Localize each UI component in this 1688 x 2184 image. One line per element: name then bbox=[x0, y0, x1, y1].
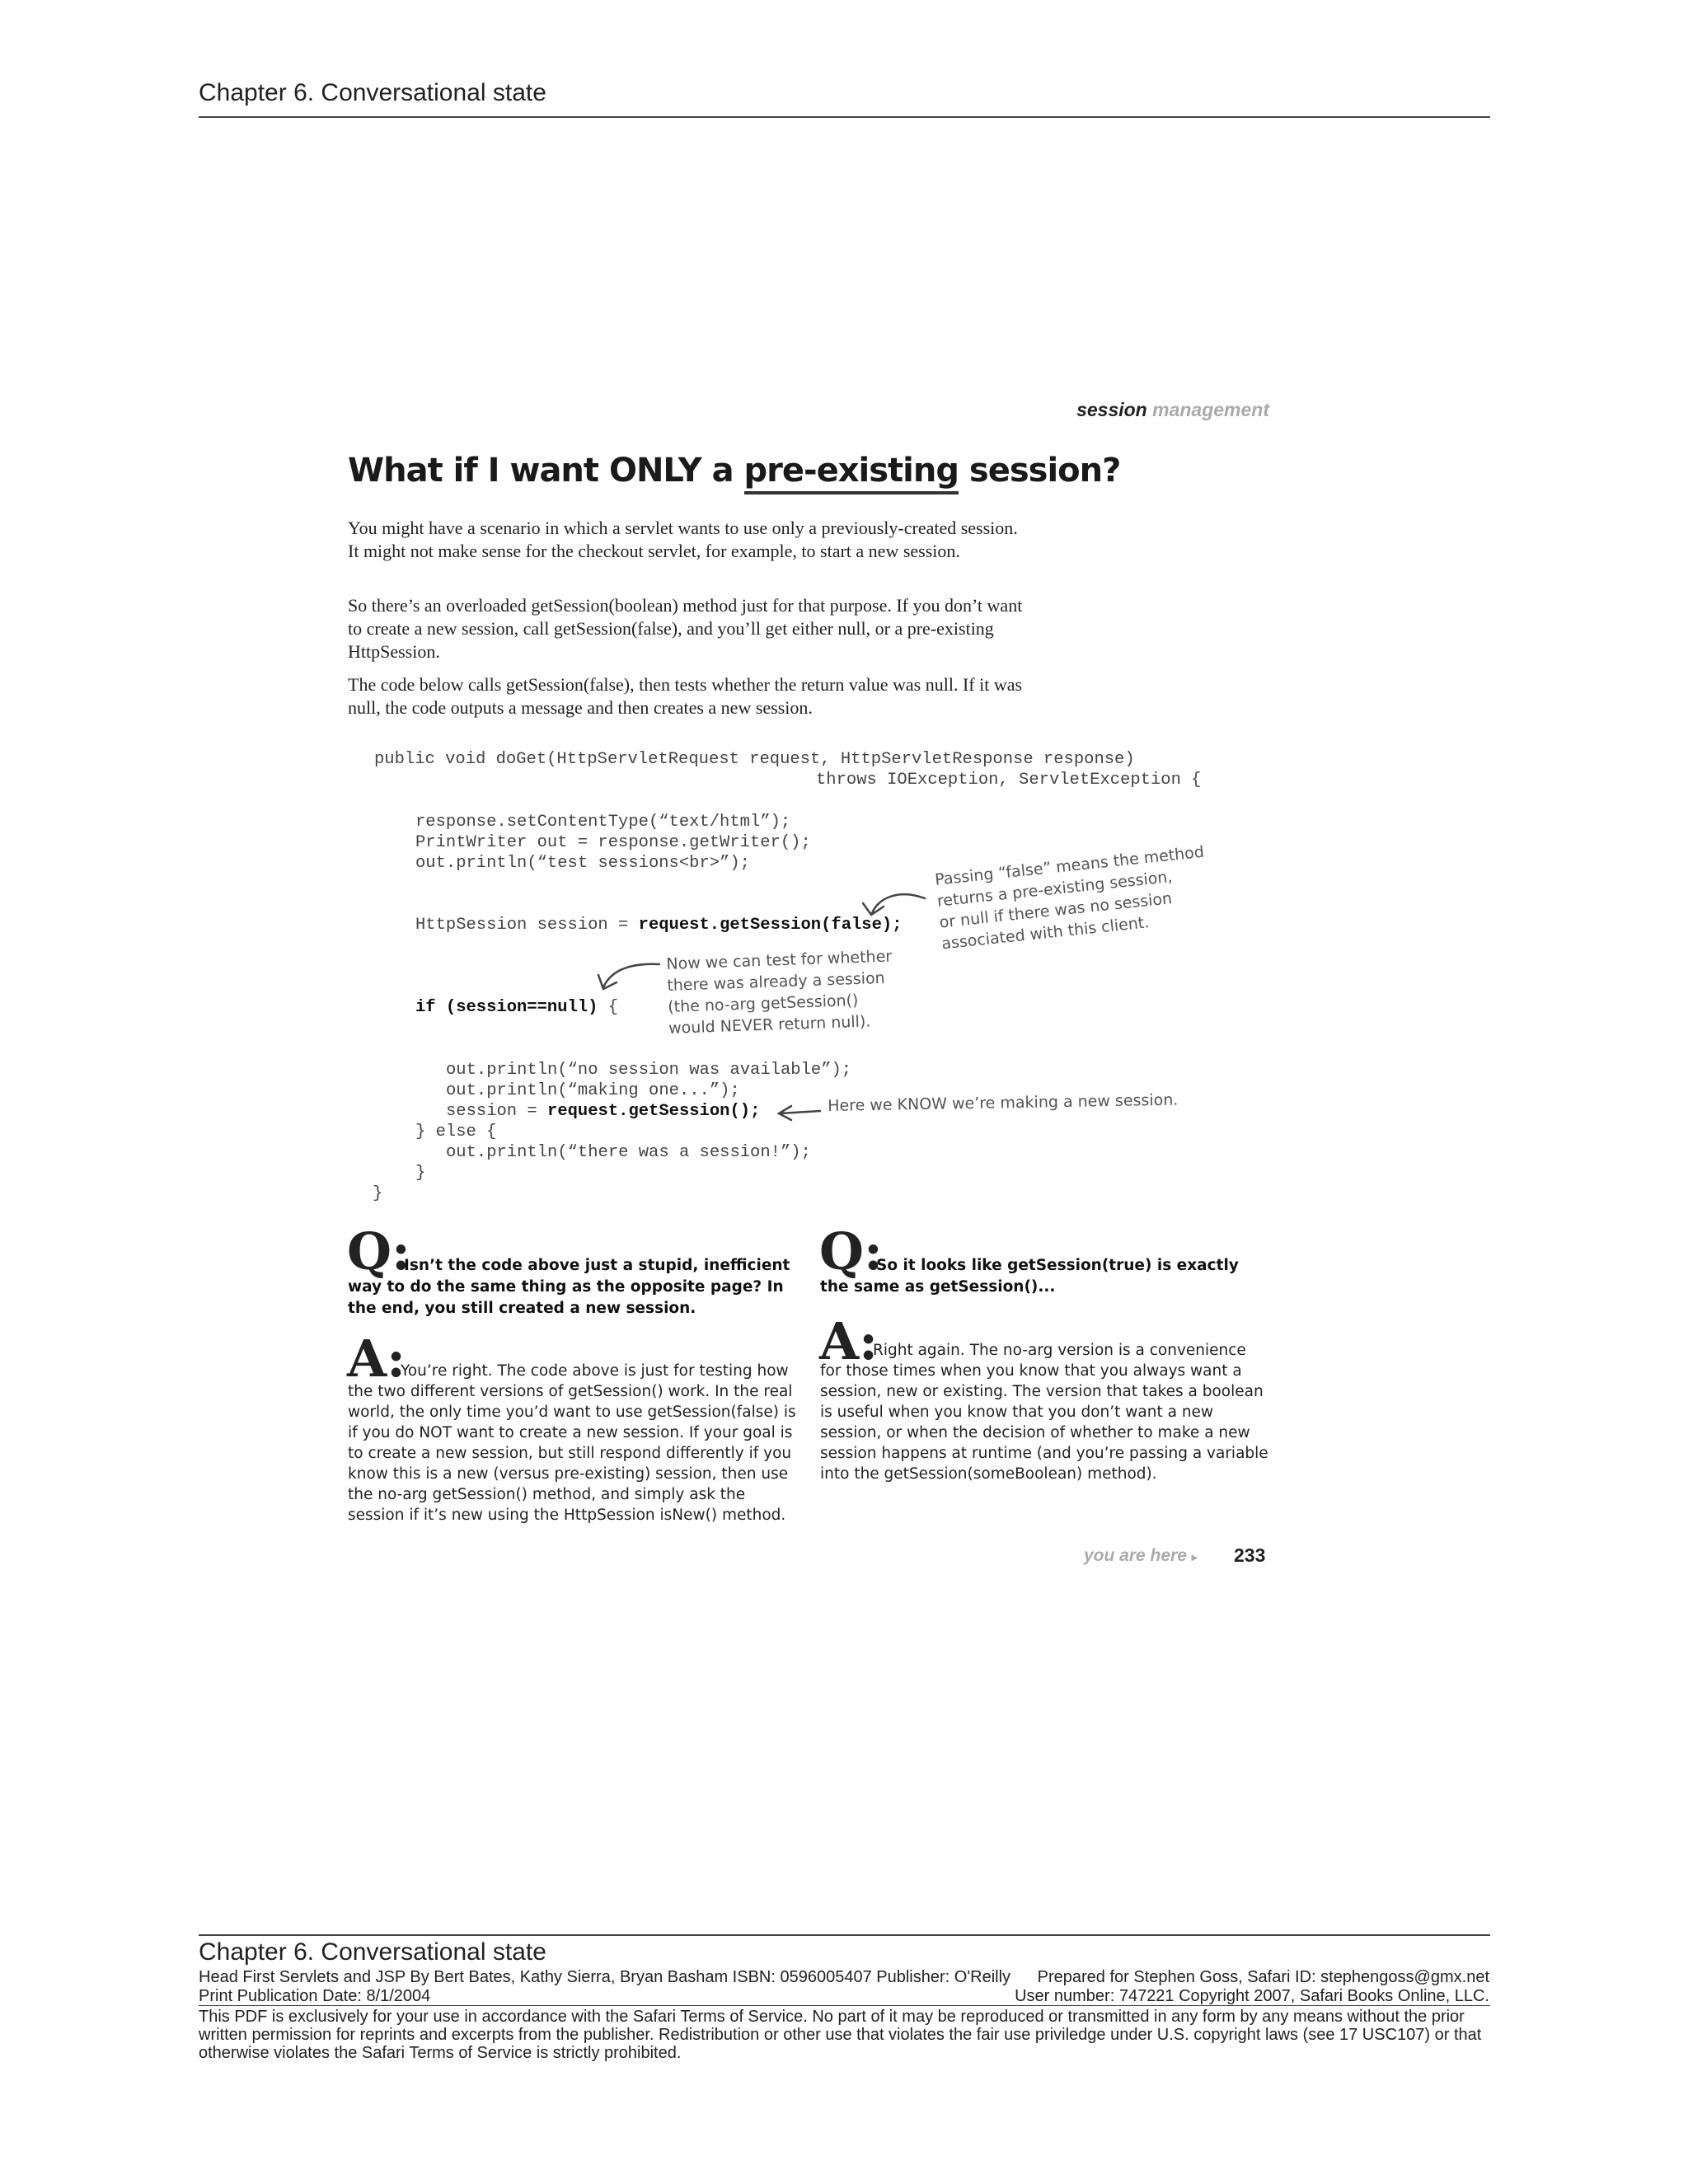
chapter-header: Chapter 6. Conversational state bbox=[199, 79, 546, 106]
page-number: 233 bbox=[1234, 1544, 1266, 1566]
code-line: } bbox=[415, 1164, 426, 1183]
code-line: out.println(“test sessions<br>”); bbox=[415, 854, 750, 873]
footer-subrule bbox=[199, 2005, 1490, 2006]
annotation-null-note: Now we can test for whether there was already a session (the no-arg getSession() would NEVER return null). bbox=[666, 947, 893, 1038]
title-prefix: What if I want ONLY a bbox=[348, 452, 744, 490]
a-mark: A: bbox=[819, 1311, 878, 1371]
code-line: public void doGet(HttpServletRequest request, HttpServletResponse response) bbox=[374, 750, 1135, 769]
question-2: So it looks like getSession(true) is exactly the same as getSession()... bbox=[820, 1257, 1239, 1296]
you-are-here-label: you are here bbox=[1084, 1546, 1187, 1565]
q-mark: Q: bbox=[819, 1221, 883, 1282]
title-underlined: pre-existing bbox=[744, 452, 959, 494]
code-line: PrintWriter out = response.getWriter(); bbox=[415, 833, 811, 852]
running-head-light: management bbox=[1152, 399, 1269, 420]
title-suffix: session? bbox=[958, 452, 1121, 490]
code-line: response.setContentType(“text/html”); bbox=[415, 813, 791, 832]
code-line: out.println(“no session was available”); bbox=[446, 1061, 852, 1080]
arrow-to-getsession bbox=[780, 1111, 820, 1113]
footer-user-number: User number: 747221 Copyright 2007, Safari Books Online, LLC. bbox=[1015, 1987, 1489, 2005]
paragraph-2: So there’s an overloaded getSession(boolean) method just for that purpose. If you don’t want to create a new session, call getSession(false), and you’ll get either null, or a pre-existing HttpSession. bbox=[348, 595, 1023, 662]
you-are-here bbox=[1084, 1546, 1198, 1566]
q-mark: Q: bbox=[347, 1221, 410, 1282]
footer-legal: This PDF is exclusively for your use in accordance with the Safari Terms of Service. No part of it may be reproduced or transmitted in any form by any means without the prior written permission for reprints and excerpts from the publisher. Redistribution or other use that violates the fair use priviledge under U.S. copyright laws (see 17 USC107) or that otherwise violates the Safari Terms of Service is strictly prohibited. bbox=[199, 2008, 1482, 2062]
code-line: throws IOException, ServletException { bbox=[816, 771, 1202, 790]
footer-book-info: Head First Servlets and JSP By Bert Bates, Kathy Sierra, Bryan Basham ISBN: 0596005407 Publisher: O'Reilly bbox=[199, 1968, 1011, 1986]
code-text: { bbox=[598, 998, 619, 1017]
triangle-right-icon: ▸ bbox=[1191, 1550, 1198, 1563]
code-bold: request.getSession(false); bbox=[638, 916, 903, 935]
code-line: } bbox=[373, 1184, 383, 1203]
a-mark: A: bbox=[347, 1329, 406, 1389]
code-text: session = bbox=[446, 1102, 548, 1121]
code-bold: if (session==null) bbox=[415, 998, 598, 1017]
answer-1: You’re right. The code above is just for testing how the two different versions of getSession() work. In the real world, the only time you’d want to use getSession(false) is if you do NOT want to create a new session. If your goal is to create a new session, but still respond differently if you know this is a new (versus pre-existing) session, then use the no-arg getSession() method, and simply ask the session if it’s new using the HttpSession isNew() method. bbox=[348, 1362, 796, 1524]
paragraph-3: The code below calls getSession(false), then tests whether the return value was null. If it was null, the code outputs a message and then creates a new session. bbox=[348, 674, 1023, 718]
answer-2: Right again. The no-arg version is a convenience for those times when you know that you always want a session, new or existing. The version that takes a boolean is useful when you know that you don’t want a new session, or when the decision of whether to make a new session happens at runtime (and you’re passing a variable into the getSession(someBoolean) method). bbox=[820, 1342, 1268, 1483]
code-line: } else { bbox=[415, 1122, 497, 1141]
code-text: HttpSession session = bbox=[415, 916, 639, 935]
code-line: out.println(“there was a session!”); bbox=[446, 1143, 811, 1162]
footer-chapter: Chapter 6. Conversational state bbox=[199, 1938, 546, 1966]
footer-pub-date: Print Publication Date: 8/1/2004 bbox=[199, 1987, 431, 2005]
code-bold: request.getSession(); bbox=[547, 1102, 761, 1121]
running-head-bold: session bbox=[1076, 399, 1147, 420]
code-line: out.println(“making one...”); bbox=[446, 1081, 740, 1100]
arrow-to-getsession-false bbox=[872, 894, 925, 913]
question-1: Isn’t the code above just a stupid, inefficient way to do the same thing as the opposite page? In the end, you still created a new session. bbox=[348, 1257, 790, 1317]
annotation-know-note: Here we KNOW we’re making a new session. bbox=[828, 1090, 1179, 1115]
footer-rule bbox=[199, 1934, 1490, 1936]
paragraph-1: You might have a scenario in which a servlet wants to use only a previously-created session. It might not make sense for the checkout servlet, for example, to start a new session. bbox=[348, 518, 1018, 561]
annotation-false-note: Passing “false” means the method returns a pre-existing session, or null if there was no session associated with this client. bbox=[934, 842, 1205, 954]
footer-prepared-for: Prepared for Stephen Goss, Safari ID: stephengoss@gmx.net bbox=[1037, 1968, 1489, 1986]
